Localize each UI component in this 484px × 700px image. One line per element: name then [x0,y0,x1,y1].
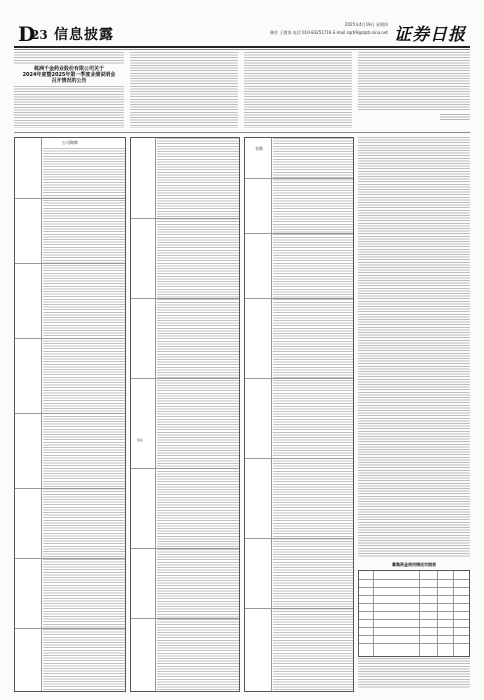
table-col-2-label: 股东 [137,438,144,442]
text-col-4 [358,137,470,557]
table-col-2 [130,137,240,692]
top-article-col-1 [14,52,124,128]
band-divider [14,132,470,133]
summary-table [358,570,470,657]
masthead-rule-thin [14,49,470,50]
top-article-col-3 [244,52,352,128]
top-signature [440,114,470,120]
section-title: 信息披露 [54,27,114,43]
top-article-col-4 [358,52,470,112]
table-col-1 [14,137,126,692]
text-col-4-bottom [358,658,470,688]
masthead-rule [14,46,470,48]
top-article-col-2 [130,52,238,128]
top-article-title: 株洲千金药业股份有限公司关于 2024年度暨2025年第一季度业绩说明会 召开情况的公告 [22,66,116,84]
table-col-1-header: 公司简称 [62,140,78,145]
table-col-3-header: 名称 [255,146,263,151]
page-letter: D [18,22,36,46]
summary-table-title: 募集资金使用情况对照表 [392,562,436,567]
issue-date: 2025年4月19日 星期四 [344,22,388,27]
contact-line: 制作 王敬涛 电话 010-83251716 E-mail zqrb9@zqrb.sina.net [270,30,388,35]
table-col-3 [244,137,354,692]
masthead [14,20,470,44]
newspaper-logo: 证券日报 [394,25,466,45]
page-number: 23 [31,28,48,42]
